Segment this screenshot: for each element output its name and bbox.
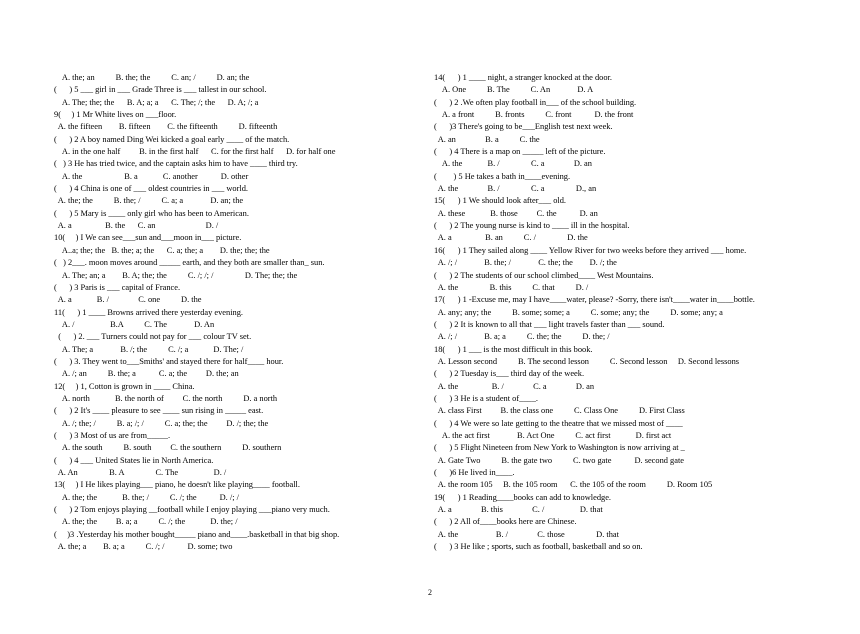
question-line: ( ) 2. ___ Turners could not pay for ___ colour TV set.	[54, 332, 252, 342]
right-column	[434, 72, 829, 553]
question-line: A. the act first B. Act One C. act first D. first act	[434, 430, 672, 440]
question-line: 13( ) I He likes playing___ piano, he doesn't like playing____ football.	[54, 480, 300, 490]
question-line: ( ) 4 China is one of ___ oldest countries in ___ world.	[54, 184, 248, 194]
question-line: A. the B. / C. a D. an	[434, 159, 592, 169]
question-line: A. any; any; the B. some; some; a C. some; any; the D. some; any; a	[434, 307, 723, 317]
question-line: A. Gate Two B. the gate two C. two gate D. second gate	[434, 455, 685, 465]
question-line: ( ) 2 The young nurse is kind to ____ ill in the hospital.	[434, 221, 630, 231]
question-line: A. One B. The C. An D. A	[434, 85, 594, 95]
question-line: 14( ) 1 ____ night, a stranger knocked at the door.	[434, 73, 612, 82]
question-line: ( ) 3 He like ; sports, such as football, basketball and so on.	[434, 542, 643, 552]
page-number: 2	[428, 588, 432, 597]
question-line: 17( ) 1 -Excuse me, may I have____water, please? -Sorry, there isn't____water in____bottle.	[434, 295, 755, 305]
question-line: 12( ) 1, Cotton is grown in ____ China.	[54, 381, 195, 391]
question-line: A. the; the B. the; / C. /; the D. /; /	[54, 492, 239, 502]
question-line: A. a B. this C. / D. that	[434, 505, 603, 515]
question-line: A. the; an B. the; the C. an; / D. an; the	[54, 73, 250, 82]
question-line: A. these B. those C. the D. an	[434, 208, 598, 218]
question-line: 9( ) 1 Mr White lives on ___floor.	[54, 110, 177, 120]
question-line: ( ) 2 A boy named Ding Wei kicked a goal early ____ of the match.	[54, 134, 290, 144]
question-line: ( ) 5 Flight Nineteen from New York to Washington is now arriving at _	[434, 443, 685, 453]
question-line: 11( ) 1 ____ Browns arrived there yesterday evening.	[54, 307, 244, 317]
question-line: A. the; a B. a; a C. /; / D. some; two	[54, 542, 233, 552]
question-line: A. /; an B. the; a C. a; the D. the; an	[54, 369, 239, 379]
question-line: A. /; / B. a; a C. the; the D. the; /	[434, 332, 610, 342]
question-line: ( ) 5 Mary is ____ only girl who has been to American.	[54, 208, 249, 218]
question-line: ( ) 2___. moon moves around _____ earth, and they both are smaller than_ sun.	[54, 258, 325, 268]
question-line: ( ) 3 Paris is ___ capital of France.	[54, 282, 181, 292]
question-line: ( ) 3. They went to___Smiths' and stayed there for half____ hour.	[54, 356, 284, 366]
question-line: A. /; / B. the; / C. the; the D. /; the	[434, 258, 617, 268]
question-line: 16( ) 1 They sailed along ____ Yellow River for two weeks before they arrived ___ home.	[434, 245, 747, 255]
question-line: A. The; a B. /; the C. /; a D. The; /	[54, 344, 244, 354]
question-line: A. a front B. fronts C. front D. the front	[434, 110, 634, 120]
question-line: A. a B. an C. / D. the	[434, 233, 588, 243]
question-line: ( ) 2 .We often play football in___ of the school building.	[434, 97, 637, 107]
question-line: A. north B. the north of C. the north D. a north	[54, 393, 278, 403]
question-line: A. the B. a C. another D. other	[54, 171, 249, 181]
question-line: A. the south B. south C. the southern D. southern	[54, 443, 282, 453]
question-line: A. a B. the C. an D. /	[54, 221, 219, 231]
question-line: A. the B. this C. that D. /	[434, 282, 589, 292]
question-line: A. An B. A C. The D. /	[54, 468, 227, 477]
question-line: A. an B. a C. the	[434, 134, 540, 144]
question-line: A. the B. / C. a D. an	[434, 381, 595, 391]
question-line: ( )3 There's going to be___English test next week.	[434, 122, 613, 132]
question-line: 18( ) 1 ___ is the most difficult in this book.	[434, 344, 593, 354]
question-line: ( )6 He lived in____.	[434, 468, 515, 477]
question-line: ( ) 4 We were so late getting to the theatre that we missed most of ____	[434, 418, 683, 428]
question-line: ( )3 .Yesterday his mother bought_____ piano and____.basketball in that big shop.	[54, 529, 340, 539]
question-line: 15( ) 1 We should look after___ old.	[434, 196, 566, 206]
question-line: ( ) 3 He is a student of____.	[434, 393, 538, 403]
question-line: A. a B. / C. one D. the	[54, 295, 202, 305]
question-line: ( ) 2 The students of our school climbed____ West Mountains.	[434, 270, 654, 280]
question-line: A. Lesson second B. The second lesson C. Second lesson D. Second lessons	[434, 356, 740, 366]
question-line: ( ) 4 ___ United States lie in North America.	[54, 455, 214, 465]
question-line: ( ) 2 It is known to all that ___ light travels faster than ___ sound.	[434, 319, 665, 329]
question-line: A. in the one half B. in the first half C. for the first half D. for half one	[54, 147, 336, 157]
question-line: ( ) 5 ___ girl in ___ Grade Three is ___ tallest in our school.	[54, 85, 267, 95]
question-line: A. the room 105 B. the 105 room C. the 105 of the room D. Room 105	[434, 480, 713, 490]
question-line: ( ) 2 Tom enjoys playing __football while I enjoy playing ___piano very much.	[54, 505, 330, 515]
question-line: A..a; the; the B. the; a; the C. a; the; a D. the; the; the	[54, 245, 270, 255]
question-line: ( ) 5 He takes a bath in____evening.	[434, 171, 571, 181]
question-line: 10( ) I We can see___sun and___moon in___ picture.	[54, 233, 242, 243]
question-line: A. / B.A C. The D. An	[54, 319, 215, 329]
question-line: A. the B. / C. those D. that	[434, 529, 619, 539]
question-line: A. /; the; / B. a; /; / C. a; the; the D. /; the; the	[54, 418, 269, 428]
question-line: A. The; the; the B. A; a; a C. The; /; the D. A; /; a	[54, 97, 259, 107]
question-line: ( ) 3 He has tried twice, and the captain asks him to have ____ third try.	[54, 159, 298, 169]
question-line: ( ) 4 There is a map on _____ left of the picture.	[434, 147, 606, 157]
question-line: ( ) 3 Most of us are from_____.	[54, 430, 171, 440]
left-column	[54, 72, 449, 553]
question-line: A. the; the B. the; / C. a; a D. an; the	[54, 196, 244, 206]
question-line: ( ) 2 Tuesday is___ third day of the week.	[434, 369, 585, 379]
question-line: A. the B. / C. a D., an	[434, 184, 597, 194]
question-line: 19( ) 1 Reading____books can add to knowledge.	[434, 492, 612, 502]
question-line: ( ) 2 All of____books here are Chinese.	[434, 517, 577, 527]
question-line: A. The; an; a B. A; the; the C. /; /; / D. The; the; the	[54, 270, 298, 280]
question-line: A. class First B. the class one C. Class One D. First Class	[434, 406, 685, 416]
question-line: A. the; the B. a; a C. /; the D. the; /	[54, 517, 238, 527]
question-line: A. the fifteen B. fifteen C. the fifteenth D. fifteenth	[54, 122, 278, 132]
question-line: ( ) 2 It's ____ pleasure to see ____ sun rising in _____ east.	[54, 406, 264, 416]
